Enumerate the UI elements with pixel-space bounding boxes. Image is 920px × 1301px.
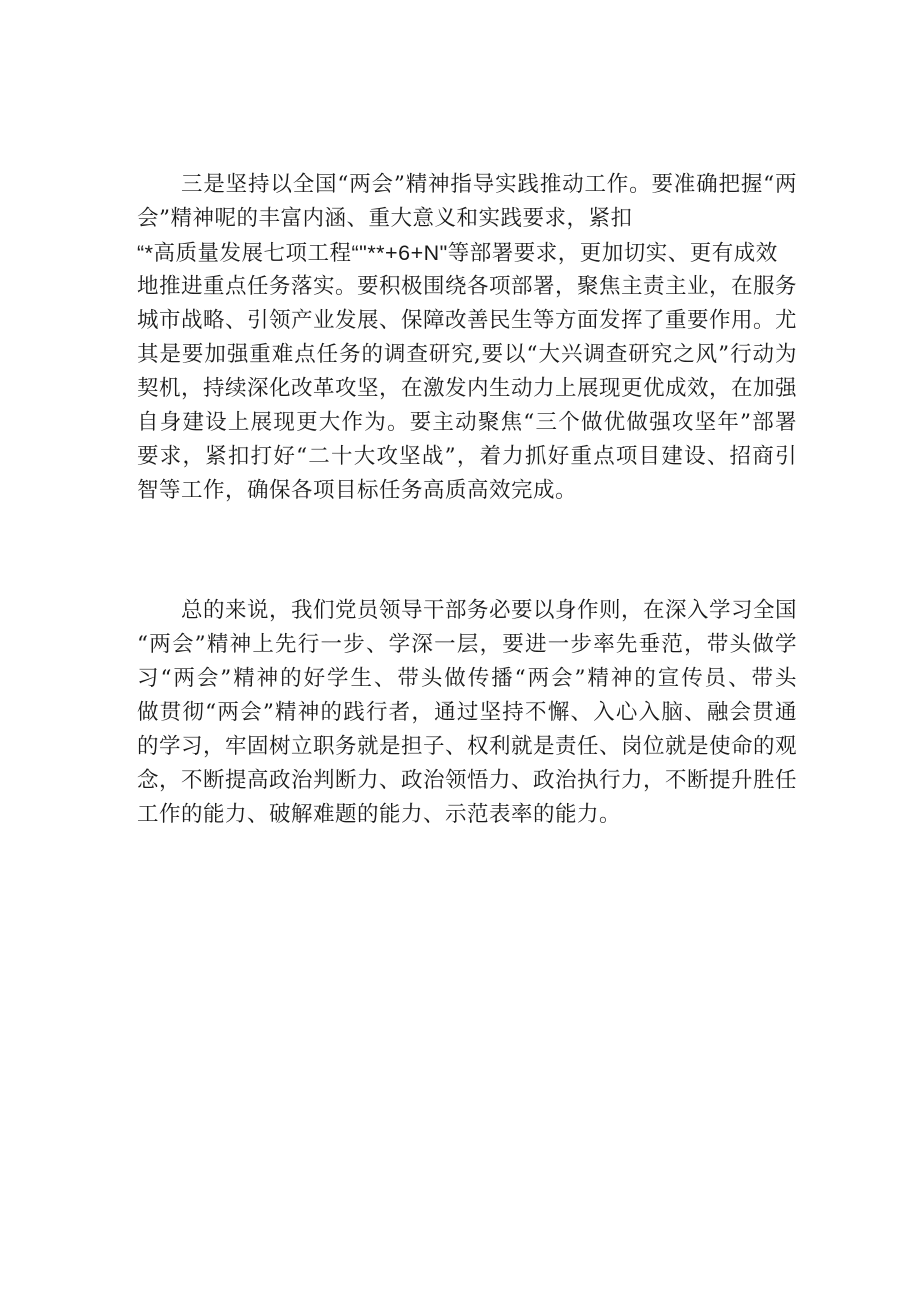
paragraph-line: “*高质量发展七项工程“"**+6+N"等部署要求，更加切实、更有成效 [137,241,778,265]
paragraph-2 [137,594,797,832]
paragraph-line: 工作的能力、破解难题的能力、示范表率的能力。 [137,802,622,827]
paragraph-line: 总的来说，我们党员领导干部务必要以身作则，在深入学习全国 [181,598,797,623]
paragraph-line: 城市战略、引领产业发展、保障改善民生等方面发挥了重要作用。尤 [137,308,797,333]
paragraph-line: “两会”精神上先行一步、学深一层，要进一步率先垂范，带头做学 [137,632,797,657]
paragraph-line: 会”精神呢的丰富内涵、重大意义和实践要求，紧扣 [137,206,633,231]
paragraph-line: 做贯彻“两会”精神的践行者，通过坚持不懈、入心入脑、融会贯通 [137,700,797,725]
paragraph-line: 习“两会”精神的好学生、带头做传播“两会”精神的宣传员、带头 [137,666,797,691]
paragraph-line: 的学习，牢固树立职务就是担子、权利就是责任、岗位就是使命的观 [137,734,797,759]
paragraph-line: 要求，紧扣打好“二十大攻坚战”，着力抓好重点项目建设、招商引 [137,444,797,469]
paragraph-line: 自身建设上展现更大作为。要主动聚焦“三个做优做强攻坚年”部署 [137,410,797,435]
paragraph-line: 智等工作，确保各项目标任务高质高效完成。 [137,478,578,503]
paragraph-line: 三是坚持以全国“两会”精神指导实践推动工作。要准确把握“两 [181,172,797,197]
paragraph-line: 念，不断提高政治判断力、政治领悟力、政治执行力，不断提升胜任 [137,768,797,793]
paragraph-line: 地推进重点任务落实。要积极围绕各项部署，聚焦主责主业，在服务 [137,274,797,299]
paragraph-line: 其是要加强重难点任务的调查研究,要以“大兴调查研究之风”行动为 [137,342,797,367]
paragraph-1 [137,168,797,508]
paragraph-line: 契机，持续深化改革攻坚，在激发内生动力上展现更优成效，在加强 [137,376,797,401]
